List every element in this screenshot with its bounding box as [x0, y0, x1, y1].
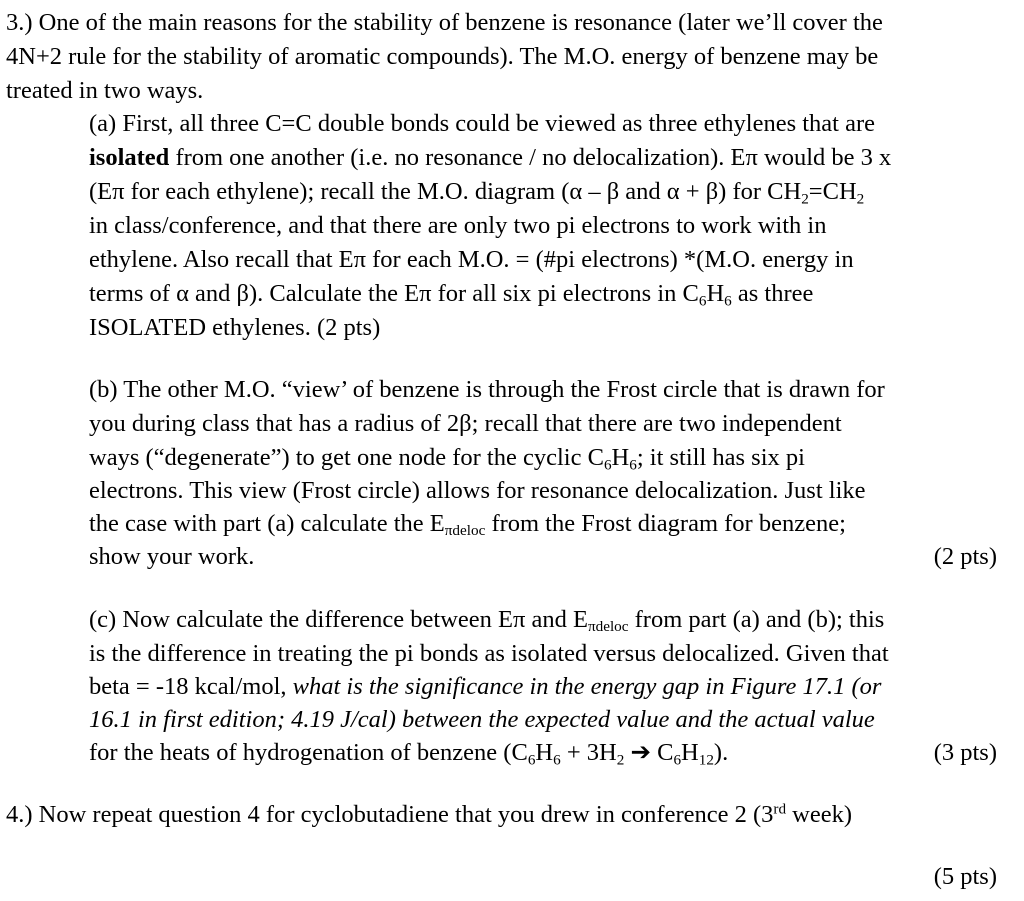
q3-intro-line-2: 4N+2 rule for the stability of aromatic compounds). The M.O. energy of benzene may be	[6, 43, 879, 70]
q3c-line-1: (c) Now calculate the difference between Eπ and Eπdeloc from part (a) and (b); this	[89, 606, 885, 635]
isolated-emphasis: isolated	[89, 144, 170, 171]
q3-intro-line-3: treated in two ways.	[6, 77, 204, 104]
q3b-line-2: you during class that has a radius of 2β; recall that there are two independent	[89, 410, 842, 437]
q3b-line-3: ways (“degenerate”) to get one node for the cyclic $C_6H_6$; it still has six pi	[89, 444, 805, 474]
q3a-line-1: (a) First, all three C=C double bonds could be viewed as three ethylenes that are	[89, 110, 876, 137]
q4-points: (5 pts)	[933, 863, 997, 890]
q4-line: 4.) Now repeat question 4 for cyclobutadiene that you drew in conference 2 (3rd week)	[6, 800, 853, 828]
q3-intro-line-1: 3.) One of the main reasons for the stability of benzene is resonance (later we’ll cover the	[6, 9, 883, 36]
q3c-points: (3 pts)	[933, 739, 997, 766]
q3a-line-7: ISOLATED ethylenes. (2 pts)	[89, 314, 381, 341]
q3b-points: (2 pts)	[933, 543, 997, 570]
q3a-line-5: ethylene. Also recall that Eπ for each M.O. = (#pi electrons) *(M.O. energy in	[89, 246, 854, 273]
q3c-line-2: is the difference in treating the pi bonds as isolated versus delocalized. Given that	[89, 640, 889, 667]
q3a-line-6: terms of α and β). Calculate the Eπ for all six pi electrons in $C_6H_6$ as three	[89, 280, 814, 310]
q3c-line-3: beta = -18 kcal/mol, what is the significance in the energy gap in Figure 17.1 (or	[89, 673, 882, 700]
q3c-line-5: for the heats of hydrogenation of benzene ($C_6H_6 + 3H_2$ ➔ $C_6H_{12}$).	[89, 739, 729, 769]
q3a-line-4: in class/conference, and that there are only two pi electrons to work with in	[89, 212, 827, 239]
q3a-line-3: (Eπ for each ethylene); recall the M.O. diagram (α – β and α + β) for $CH_2=CH_2$	[89, 178, 865, 208]
q3c-line-4: 16.1 in first edition; 4.19 J/cal) between the expected value and the actual value	[89, 706, 875, 733]
q3b-line-1: (b) The other M.O. “view’ of benzene is through the Frost circle that is drawn for	[89, 376, 885, 403]
q3a-line-2: isolated from one another (i.e. no resonance / no delocalization). Eπ would be 3 x	[89, 144, 892, 171]
q3b-line-4: electrons. This view (Frost circle) allows for resonance delocalization. Just like	[89, 477, 866, 504]
q3b-line-6: show your work.	[89, 543, 255, 570]
q3b-line-5: the case with part (a) calculate the Eπdeloc from the Frost diagram for benzene;	[89, 510, 846, 539]
